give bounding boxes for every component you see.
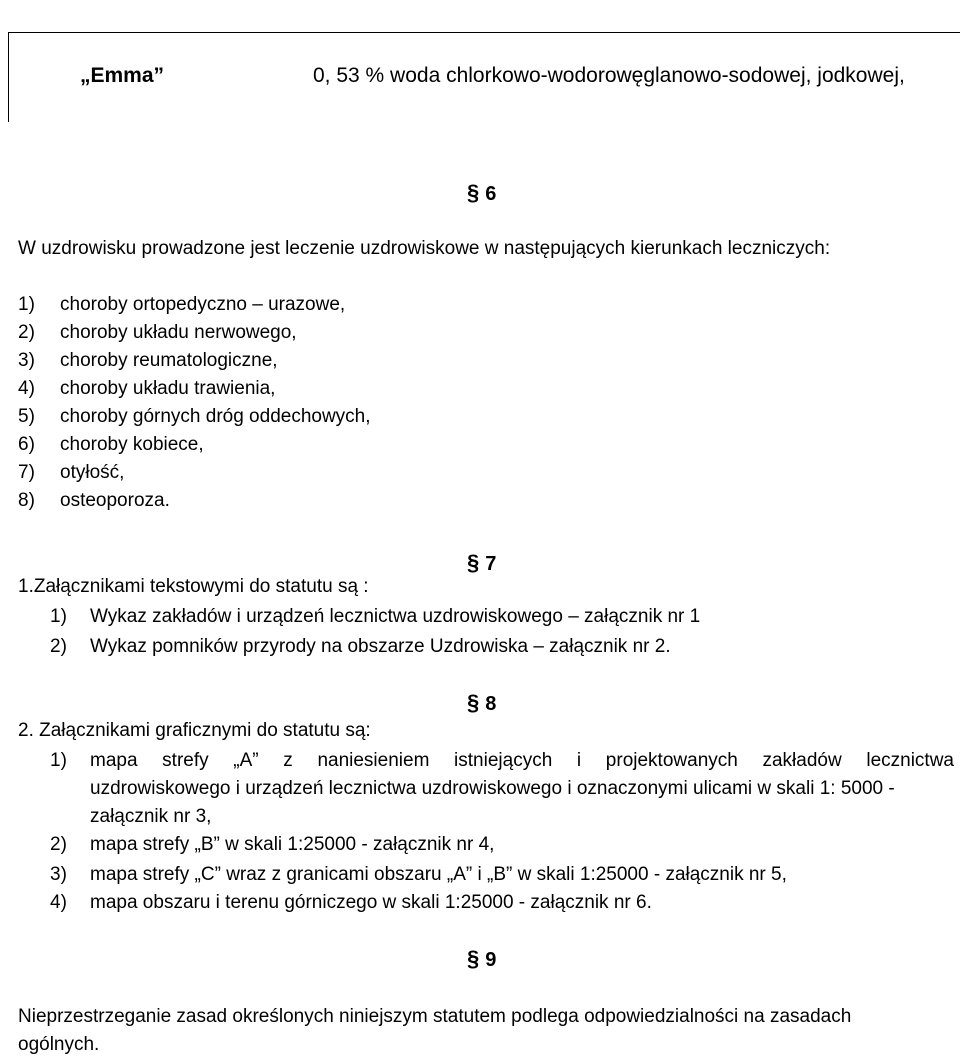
list-text: mapa obszaru i terenu górniczego w skali 1:25000 - załącznik nr 6. [90,892,652,913]
list-text: Wykaz zakładów i urządzeń lecznictwa uzdrowiskowego – załącznik nr 1 [90,606,701,627]
list-item [50,636,671,658]
list-text: osteoporoza. [60,490,170,511]
list-text: choroby reumatologiczne, [60,350,278,371]
list-number: 2) [18,322,35,343]
list-text: choroby górnych dróg oddechowych, [60,406,371,427]
section-6-intro: W uzdrowisku prowadzone jest leczenie uzdrowiskowe w następujących kierunkach leczniczych: [18,238,831,259]
list-item [18,322,297,344]
list-item [50,864,787,886]
paragraph-sign: § [467,946,480,971]
paragraph-sign: § [467,550,480,575]
section-number: 6 [485,183,497,205]
list-text: choroby kobiece, [60,434,204,455]
list-text: choroby układu nerwowego, [60,322,297,343]
section-6-heading [467,180,496,206]
list-item [18,462,124,484]
section-9-heading [467,946,496,972]
section-9-text-line: Nieprzestrzeganie zasad określonych niniejszym statutem podlega odpowiedzialności na zasadach [18,1006,852,1027]
list-text: Wykaz pomników przyrody na obszarze Uzdrowiska – załącznik nr 2. [90,636,671,657]
list-number: 1) [50,606,67,627]
section-9-text-line: ogólnych. [18,1034,100,1055]
list-number: 2) [50,636,67,657]
list-item [18,490,170,512]
section-number: 8 [485,693,497,715]
list-item [50,834,494,856]
list-number: 3) [50,864,67,885]
list-item [18,434,204,456]
paragraph-sign: § [467,690,480,715]
list-number: 4) [18,378,35,399]
list-item [18,378,275,400]
list-number: 1) [18,294,35,315]
list-item [18,294,345,316]
list-text: choroby układu trawienia, [60,378,276,399]
list-number: 5) [18,406,35,427]
list-item [18,350,278,372]
section-number: 9 [485,949,497,971]
list-text-line: mapa strefy „A” z naniesieniem istniejących i projektowanych zakładów lecznictwa [90,750,954,771]
section-8-heading [467,690,496,716]
list-item [50,892,652,914]
list-text: choroby ortopedyczno – urazowe, [60,294,346,315]
water-name: „Emma” [80,64,165,87]
paragraph-sign: § [467,180,480,205]
list-number: 8) [18,490,35,511]
list-number: 3) [18,350,35,371]
list-item [50,606,700,628]
list-text: mapa strefy „B” w skali 1:25000 - załącznik nr 4, [90,834,495,855]
list-number: 7) [18,462,35,483]
list-number: 2) [50,834,67,855]
list-text-line: załącznik nr 3, [90,806,212,827]
section-7-intro: 1.Załącznikami tekstowymi do statutu są : [18,576,369,597]
list-text: otyłość, [60,462,125,483]
list-text-line: uzdrowiskowego i urządzeń lecznictwa uzdrowiskowego i oznaczonymi ulicami w skali 1: 5000 - [90,778,895,799]
section-number: 7 [485,553,497,575]
list-number: 6) [18,434,35,455]
list-number: 1) [50,750,67,771]
water-description: 0, 53 % woda chlorkowo-wodorowęglanowo-sodowej, jodkowej, [313,64,905,87]
list-item [18,406,371,428]
list-text: mapa strefy „C” wraz z granicami obszaru „A” i „B” w skali 1:25000 - załącznik nr 5, [90,864,787,885]
section-7-heading [467,550,496,576]
list-number: 4) [50,892,67,913]
section-8-intro: 2. Załącznikami graficznymi do statutu są: [18,720,371,741]
